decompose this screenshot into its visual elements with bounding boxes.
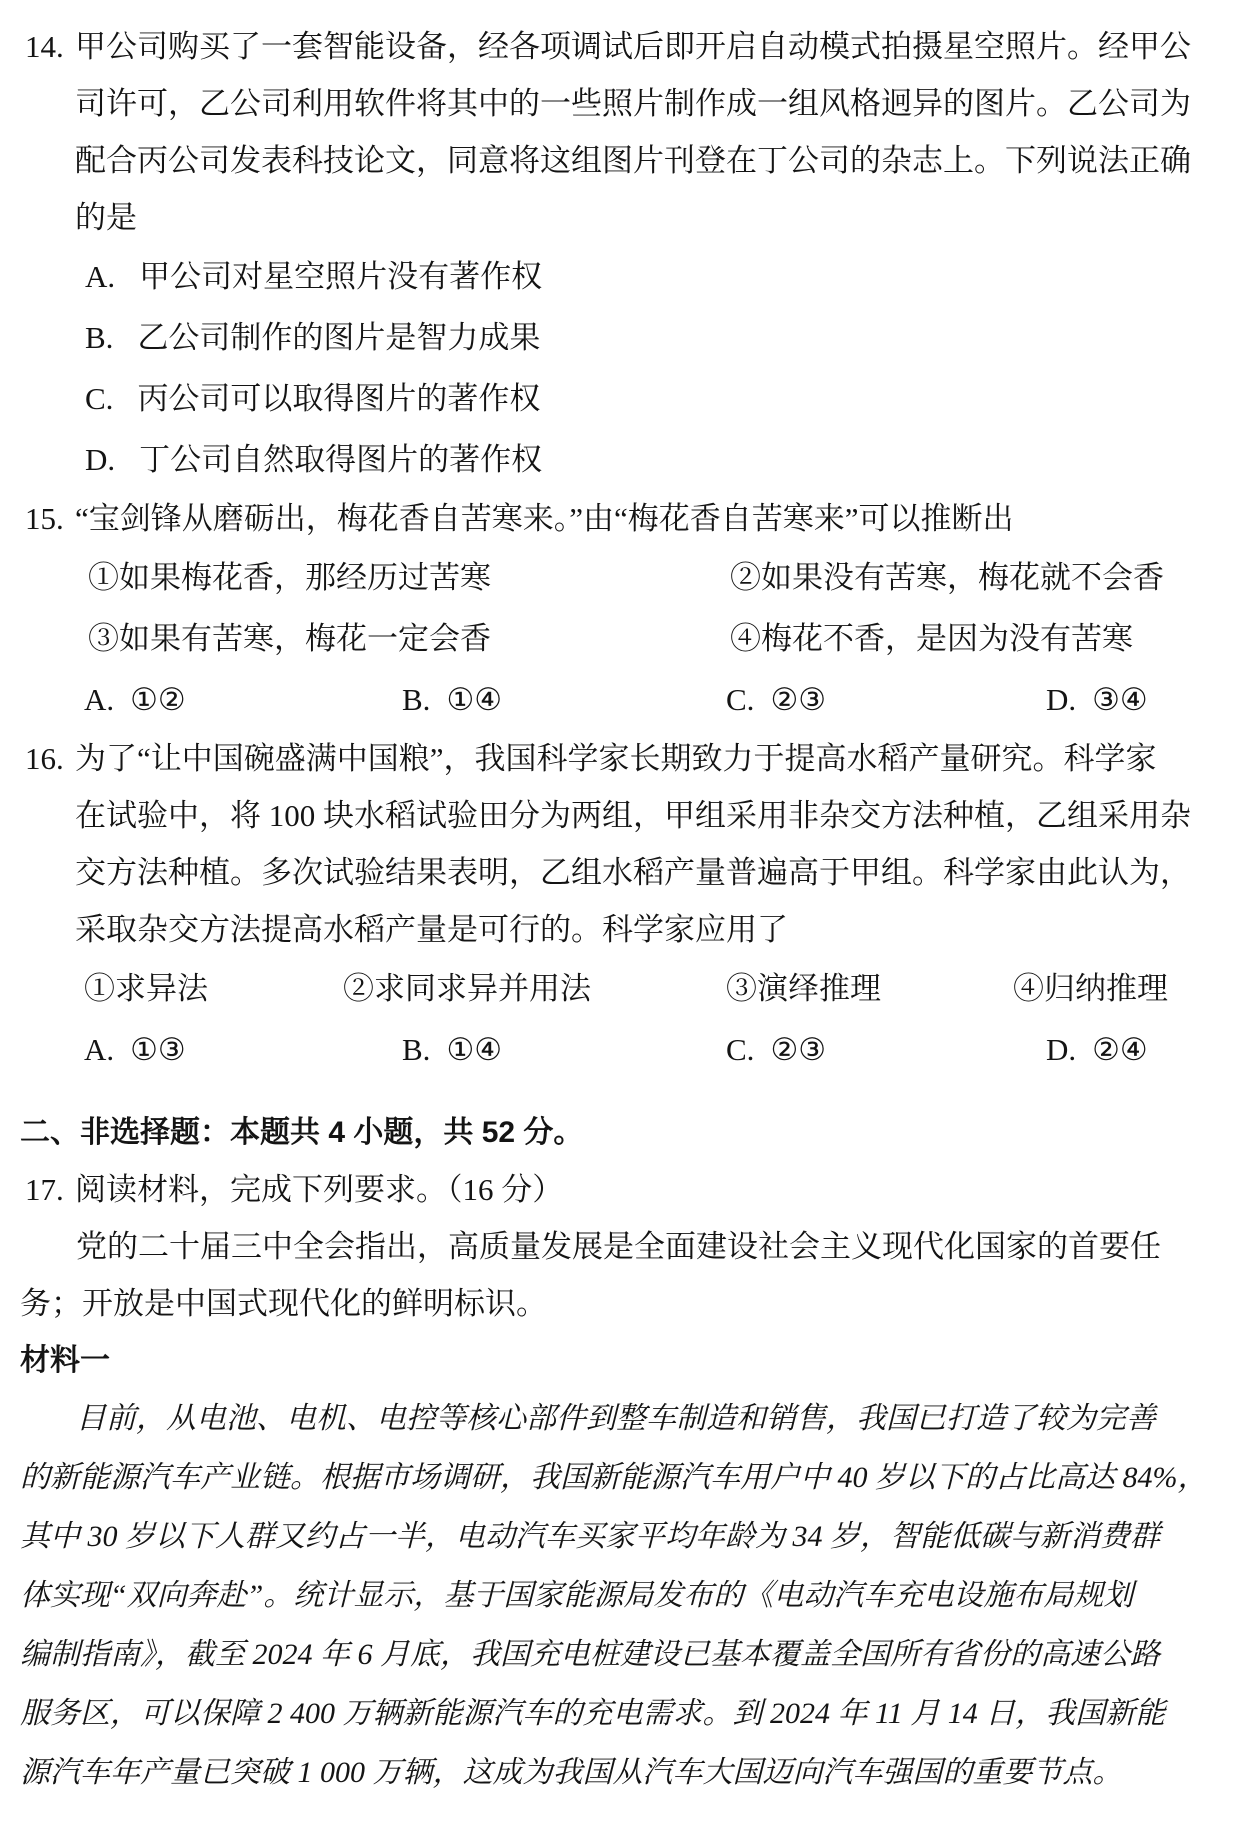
option-text: 丙公司可以取得图片的著作权 bbox=[137, 381, 541, 416]
question-line bbox=[20, 730, 1237, 787]
option-text: ②③ bbox=[770, 682, 827, 717]
option-label: A. bbox=[84, 682, 115, 717]
question-line: 的是 bbox=[75, 200, 137, 235]
option-c bbox=[726, 1019, 826, 1080]
option-c bbox=[726, 669, 826, 730]
option-a bbox=[20, 246, 1237, 307]
question-line: 配合丙公司发表科技论文，同意将这组图片刊登在丁公司的杂志上。下列说法正确 bbox=[75, 143, 1191, 178]
question-line bbox=[20, 490, 1237, 547]
question-line: 在试验中，将 100 块水稻试验田分为两组，甲组采用非杂交方法种植，乙组采用杂 bbox=[75, 798, 1191, 833]
statement-3: ③如果有苦寒，梅花一定会香 bbox=[88, 621, 491, 656]
question-line: 司许可，乙公司利用软件将其中的一些照片制作成一组风格迥异的图片。乙公司为 bbox=[75, 86, 1191, 121]
intro-line: 党的二十届三中全会指出，高质量发展是全面建设社会主义现代化国家的首要任 bbox=[76, 1229, 1161, 1264]
option-text: ②③ bbox=[770, 1032, 827, 1067]
option-d bbox=[20, 429, 1237, 490]
option-text: 乙公司制作的图片是智力成果 bbox=[137, 320, 541, 355]
question-line: 采取杂交方法提高水稻产量是可行的。科学家应用了 bbox=[75, 912, 788, 947]
question-line: 交方法种植。多次试验结果表明，乙组水稻产量普遍高于甲组。科学家由此认为， bbox=[75, 855, 1191, 890]
question-number: 17. bbox=[25, 1172, 64, 1207]
question-17 bbox=[20, 1161, 1237, 1802]
option-a bbox=[84, 1019, 186, 1080]
options-row bbox=[20, 669, 1237, 730]
option-b bbox=[20, 307, 1237, 368]
option-label: C. bbox=[726, 1032, 755, 1067]
option-text: ①③ bbox=[130, 1032, 186, 1067]
option-label: B. bbox=[402, 682, 431, 717]
question-text: “宝剑锋从磨砺出，梅花香自苦寒来。”由“梅花香自苦寒来”可以推断出 bbox=[75, 501, 1014, 536]
option-b bbox=[402, 669, 502, 730]
statement-row bbox=[20, 958, 1237, 1019]
question-text: 为了“让中国碗盛满中国粮”，我国科学家长期致力于提高水稻产量研究。科学家 bbox=[75, 741, 1157, 776]
material-line: 目前，从电池、电机、电控等核心部件到整车制造和销售，我国已打造了较为完善 bbox=[76, 1402, 1156, 1435]
material-line: 源汽车年产量已突破 1 000 万辆，这成为我国从汽车大国迈向汽车强国的重要节点。 bbox=[20, 1756, 1123, 1789]
option-d bbox=[1046, 669, 1148, 730]
option-text: ②④ bbox=[1092, 1032, 1148, 1067]
option-text: 甲公司对星空照片没有著作权 bbox=[139, 259, 543, 294]
question-16 bbox=[20, 730, 1237, 1080]
question-title: 阅读材料，完成下列要求。（16 分） bbox=[75, 1172, 564, 1207]
option-text: ①④ bbox=[446, 1032, 503, 1067]
material-line: 服务区，可以保障 2 400 万辆新能源汽车的充电需求。到 2024 年 11 月 14 日，我国新能 bbox=[20, 1697, 1166, 1730]
option-label: A. bbox=[85, 259, 116, 294]
option-text: ①② bbox=[130, 682, 186, 717]
question-number: 16. bbox=[25, 741, 64, 776]
option-label: A. bbox=[84, 1032, 115, 1067]
option-a bbox=[84, 669, 186, 730]
statement-1: ①如果梅花香，那经历过苦寒 bbox=[88, 560, 491, 595]
statement-1: ①求异法 bbox=[84, 971, 208, 1006]
option-label: B. bbox=[85, 320, 114, 355]
option-label: C. bbox=[85, 381, 114, 416]
statement-4: ④梅花不香，是因为没有苦寒 bbox=[730, 621, 1133, 656]
question-line bbox=[20, 18, 1237, 75]
question-number: 15. bbox=[25, 501, 64, 536]
option-label: D. bbox=[85, 442, 116, 477]
intro-line: 务；开放是中国式现代化的鲜明标识。 bbox=[20, 1286, 547, 1321]
option-text: ①④ bbox=[446, 682, 503, 717]
option-text: ③④ bbox=[1092, 682, 1148, 717]
statement-row bbox=[20, 547, 1237, 608]
option-text: 丁公司自然取得图片的著作权 bbox=[139, 442, 543, 477]
section-2-header: 二、非选择题：本题共 4 小题，共 52 分。 bbox=[20, 1116, 584, 1149]
material-line: 体实现“双向奔赴”。统计显示，基于国家能源局发布的《电动汽车充电设施布局规划 bbox=[20, 1579, 1134, 1612]
question-number: 14. bbox=[25, 29, 64, 64]
statement-2: ②求同求异并用法 bbox=[343, 971, 591, 1006]
option-d bbox=[1046, 1019, 1148, 1080]
option-label: D. bbox=[1046, 682, 1077, 717]
statement-2: ②如果没有苦寒，梅花就不会香 bbox=[730, 560, 1164, 595]
question-15 bbox=[20, 490, 1237, 730]
statement-row bbox=[20, 608, 1237, 669]
material-line: 其中 30 岁以下人群又约占一半，电动汽车买家平均年龄为 34 岁，智能低碳与新消费群 bbox=[20, 1520, 1160, 1553]
statement-4: ④归纳推理 bbox=[1013, 971, 1168, 1006]
option-label: B. bbox=[402, 1032, 431, 1067]
option-c bbox=[20, 368, 1237, 429]
question-line bbox=[20, 1161, 1237, 1218]
option-b bbox=[402, 1019, 502, 1080]
question-text: 甲公司购买了一套智能设备，经各项调试后即开启自动模式拍摄星空照片。经甲公 bbox=[75, 29, 1191, 64]
statement-3: ③演绎推理 bbox=[726, 971, 881, 1006]
options-row bbox=[20, 1019, 1237, 1080]
question-14 bbox=[20, 18, 1237, 490]
material-line: 的新能源汽车产业链。根据市场调研，我国新能源汽车用户中 40 岁以下的占比高达 84%， bbox=[20, 1461, 1208, 1494]
material-1-label: 材料一 bbox=[20, 1344, 110, 1377]
material-line: 编制指南》，截至 2024 年 6 月底，我国充电桩建设已基本覆盖全国所有省份的高速公路 bbox=[20, 1638, 1160, 1671]
option-label: C. bbox=[726, 682, 755, 717]
option-label: D. bbox=[1046, 1032, 1077, 1067]
